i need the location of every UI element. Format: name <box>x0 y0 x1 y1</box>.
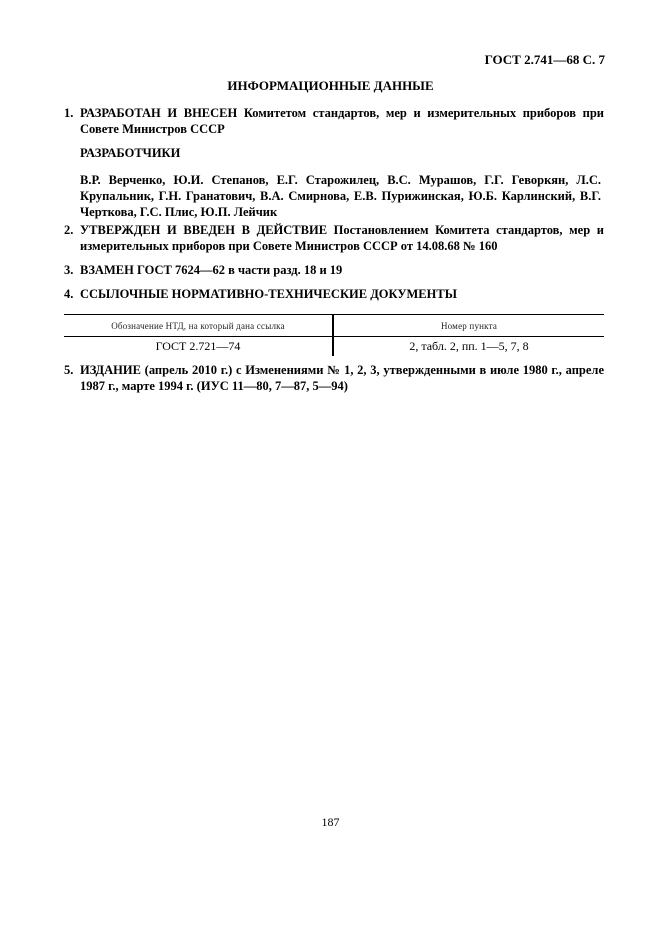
item-5 <box>64 362 604 394</box>
item-number: 5. <box>64 363 74 377</box>
item-number: 4. <box>64 287 74 301</box>
item-text: РАЗРАБОТАН И ВНЕСЕН Комитетом стандартов, мер и измерительных приборов при Совете Министров СССР <box>80 106 604 136</box>
item-text: УТВЕРЖДЕН И ВВЕДЕН В ДЕЙСТВИЕ Постановлением Комитета стандартов, мер и измерительных приборов при Совете Министров СССР от 14.08.68 № 160 <box>80 223 604 253</box>
page-title: ИНФОРМАЦИОННЫЕ ДАННЫЕ <box>227 78 434 93</box>
cell-clause: 2, табл. 2, пп. 1—5, 7, 8 <box>409 339 529 353</box>
column-header-document: Обозначение НТД, на который дана ссылка <box>64 315 333 337</box>
table-header-row <box>64 315 604 337</box>
item-3 <box>64 262 604 278</box>
item-text: ИЗДАНИЕ (апрель 2010 г.) с Изменениями № 1, 2, 3, утвержденными в июле 1980 г., апреле 1987 г., марте 1994 г. (ИУС 11—80, 7—87, 5—94) <box>80 363 604 393</box>
item-number: 3. <box>64 263 74 277</box>
page-number: 187 <box>321 815 340 829</box>
item-text: ССЫЛОЧНЫЕ НОРМАТИВНО-ТЕХНИЧЕСКИЕ ДОКУМЕНТЫ <box>80 287 457 301</box>
developers-heading: РАЗРАБОТЧИКИ <box>80 146 181 160</box>
cell-document: ГОСТ 2.721—74 <box>64 337 333 357</box>
table-row <box>64 337 604 357</box>
item-number: 1. <box>64 106 74 120</box>
column-header-clause: Номер пункта <box>333 315 604 337</box>
item-1 <box>64 105 604 137</box>
reference-documents-table <box>64 314 604 356</box>
item-4 <box>64 286 604 302</box>
item-2 <box>64 222 604 254</box>
item-number: 2. <box>64 223 74 237</box>
document-reference: ГОСТ 2.741—68 С. 7 <box>484 52 605 67</box>
developers-list: В.Р. Верченко, Ю.И. Степанов, Е.Г. Старожилец, В.С. Мурашов, Г.Г. Геворкян, Л.С. Крупальник, Г.Н. Гранатович, В.А. Смирнова, Е.В. Пурижинская, Ю.Б. Карлинский, В.Г. Черткова, Г.С. Плис, Ю.П. Лейчик <box>80 173 601 219</box>
item-text: ВЗАМЕН ГОСТ 7624—62 в части разд. 18 и 19 <box>80 263 343 277</box>
